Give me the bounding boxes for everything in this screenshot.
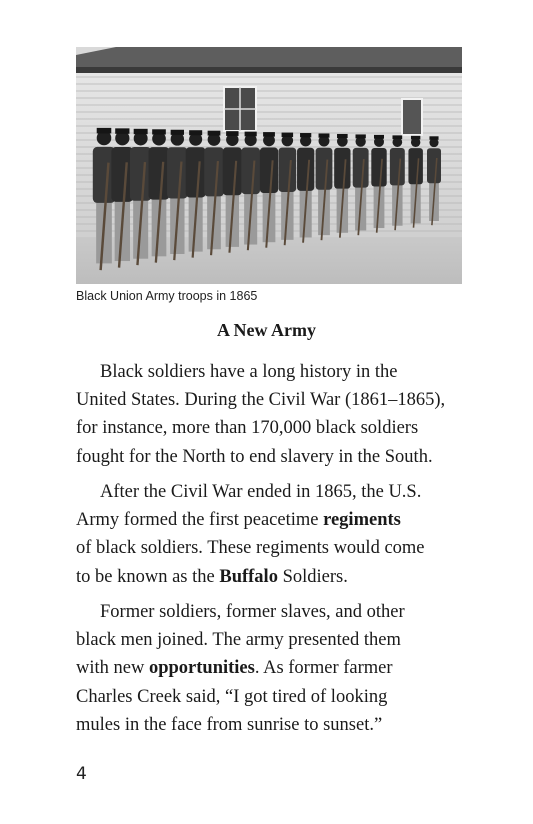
text-run: Soldiers. bbox=[277, 566, 348, 587]
soldier-figure bbox=[353, 134, 369, 235]
paragraph-line: fought for the North to end slavery in the South. bbox=[76, 446, 433, 467]
soldier-figure bbox=[390, 135, 405, 230]
text-run: Army formed the first peacetime bbox=[76, 510, 324, 531]
page-number: 4 bbox=[76, 764, 87, 784]
section-heading: A New Army bbox=[217, 320, 316, 340]
soldier-figure bbox=[260, 132, 278, 248]
vocab-opportunities: opportunities bbox=[148, 658, 255, 679]
paragraph-line: for instance, more than 170,000 black soldiers bbox=[76, 418, 419, 439]
soldier-figure bbox=[130, 129, 151, 265]
troops-photo bbox=[76, 47, 462, 284]
paragraph-line: Black soldiers have a long history in the bbox=[100, 362, 398, 382]
paragraph-line: United States. During the Civil War (1861–1865), bbox=[76, 390, 446, 411]
vocab-regiments: regiments bbox=[323, 510, 401, 531]
text-run: with new bbox=[76, 658, 149, 679]
paragraph-line: After the Civil War ended in 1865, the U.S. bbox=[100, 482, 422, 502]
text-run: . As former farmer bbox=[254, 658, 393, 679]
paragraph-line bbox=[76, 654, 476, 682]
soldier-figure bbox=[427, 136, 441, 225]
soldier-figure bbox=[371, 135, 386, 233]
paragraph-2 bbox=[76, 478, 476, 591]
photo-caption: Black Union Army troops in 1865 bbox=[76, 289, 258, 303]
soldier-figure bbox=[167, 130, 188, 260]
troops-photo-image bbox=[76, 47, 462, 284]
paragraph-line: of black soldiers. These regiments would come bbox=[76, 538, 425, 559]
soldier-figure bbox=[111, 128, 133, 267]
soldier-figure bbox=[334, 134, 350, 238]
paragraph-line bbox=[76, 506, 476, 534]
vocab-buffalo: Buffalo bbox=[219, 566, 278, 587]
soldier-figure bbox=[408, 136, 422, 228]
paragraph-line bbox=[76, 563, 476, 591]
paragraph-line: Charles Creek said, “I got tired of looking bbox=[76, 686, 388, 707]
paragraph-line: black men joined. The army presented them bbox=[76, 630, 401, 651]
soldier-figure bbox=[204, 131, 224, 255]
paragraph-line: Former soldiers, former slaves, and other bbox=[100, 602, 405, 622]
paragraph-line: mules in the face from sunrise to sunset.” bbox=[76, 714, 383, 735]
paragraph-3 bbox=[76, 598, 476, 739]
paragraph-1 bbox=[76, 358, 476, 471]
text-run: to be known as the bbox=[76, 566, 220, 587]
